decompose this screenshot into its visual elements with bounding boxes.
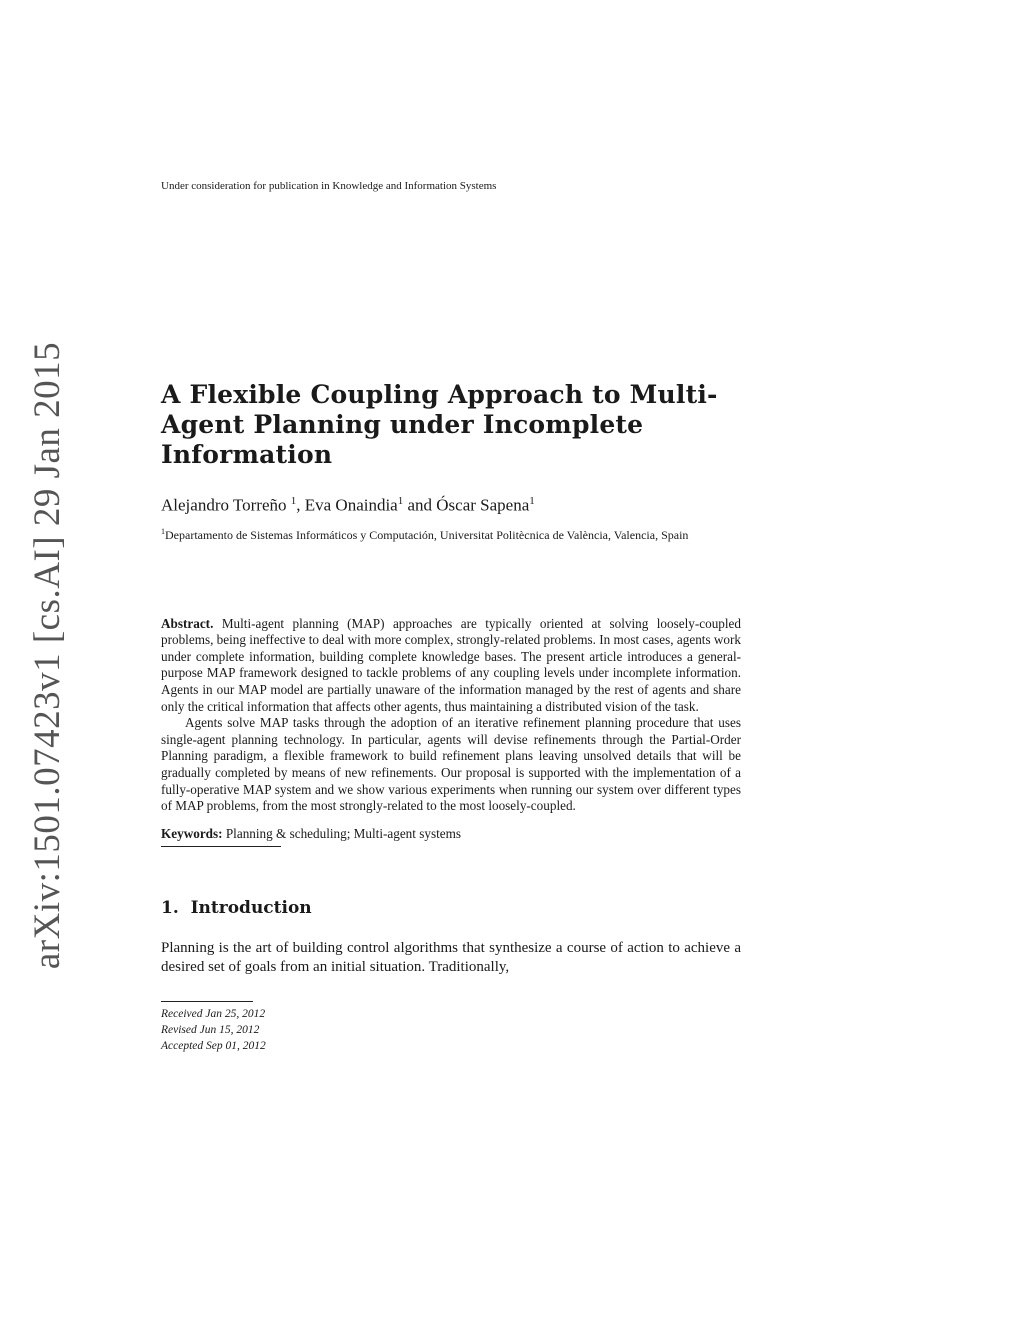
affiliation-mark: 1 [161,526,165,536]
author-affiliation-mark: 1 [529,495,535,507]
paper-title: A Flexible Coupling Approach to Multi-Agent Planning under Incomplete Information [161,380,718,469]
keywords [161,825,741,842]
footnote-divider [161,1001,253,1002]
paper-page [161,178,741,1054]
author-name: Alejandro Torreño [161,495,287,515]
section-body [161,939,741,977]
affiliation [161,523,741,544]
abstract [161,616,741,815]
section-title: Introduction [190,897,312,918]
received-date: Received Jan 25, 2012 [161,1007,266,1020]
abstract-paragraph [161,616,741,716]
abstract-label: Abstract. [161,615,214,631]
accepted-date: Accepted Sep 01, 2012 [161,1039,266,1052]
keywords-divider [161,846,281,847]
keywords-label: Keywords: [161,825,223,841]
arxiv-identifier-text: arXiv:1501.07423v1 [cs.AI] 29 Jan 2015 [27,341,69,969]
publication-dates [161,1006,741,1054]
section-number: 1. [161,897,179,918]
author-list [161,490,741,517]
author-name: , Eva Onaindia [296,495,398,515]
revised-date: Revised Jun 15, 2012 [161,1023,260,1036]
author-affiliation-mark: 1 [290,495,297,507]
abstract-paragraph: Agents solve MAP tasks through the adoption of an iterative refinement planning procedure that uses single-agent planning technology. In particular, agents will devise refinements through the Partial-Order Planning paradigm, a flexible framework to build refinement plans leaving unsolved details that will be gradually completed by means of new refinements. Our proposal is supported with the implementation of a fully-operative MAP system and we show various experiments when running our system over different types of MAP problems, from the most strongly-related to the most loosely-coupled. [161,715,741,814]
body-paragraph: Planning is the art of building control algorithms that synthesize a course of action to achieve a desired set of goals from an initial situation. Traditionally, [161,939,741,975]
arxiv-identifier-stamp [27,341,69,969]
author-affiliation-mark: 1 [397,495,404,507]
running-head: Under consideration for publication in Knowledge and Information Systems [161,180,497,192]
keywords-text: Planning & scheduling; Multi-agent systems [225,825,462,841]
section-heading [161,897,741,919]
abstract-text: Multi-agent planning (MAP) approaches are typically oriented at solving loosely-coupled problems, being ineffective to deal with more complex, strongly-related problems. In most cases, agents work under complete information, building complete knowledge bases. The present article introduces a general-purpose MAP framework designed to tackle problems of any coupling levels under incomplete information. Agents in our MAP model are partially unaware of the information managed by the rest of agents and share only the critical information that affects other agents, thus maintaining a distributed vision of the task. [161,615,741,714]
affiliation-text: Departamento de Sistemas Informáticos y Computación, Universitat Politècnica de València, Valencia, Spain [165,527,689,542]
author-name: and Óscar Sapena [403,495,530,515]
